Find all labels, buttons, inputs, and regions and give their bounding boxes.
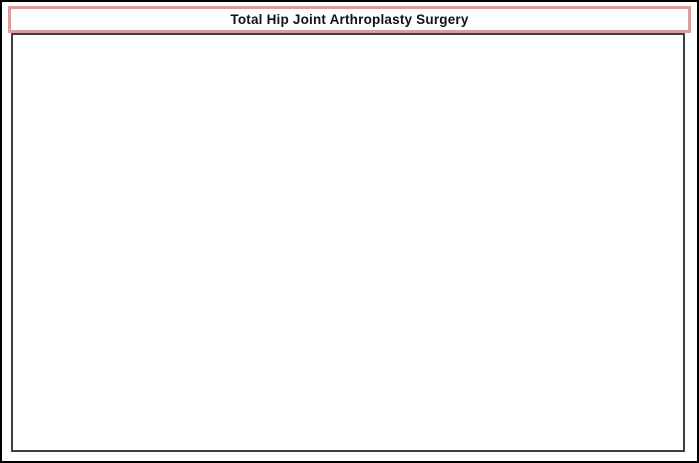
title-box (8, 6, 691, 33)
page-title: Total Hip Joint Arthroplasty Surgery (230, 12, 469, 27)
flowchart-box (11, 33, 685, 452)
